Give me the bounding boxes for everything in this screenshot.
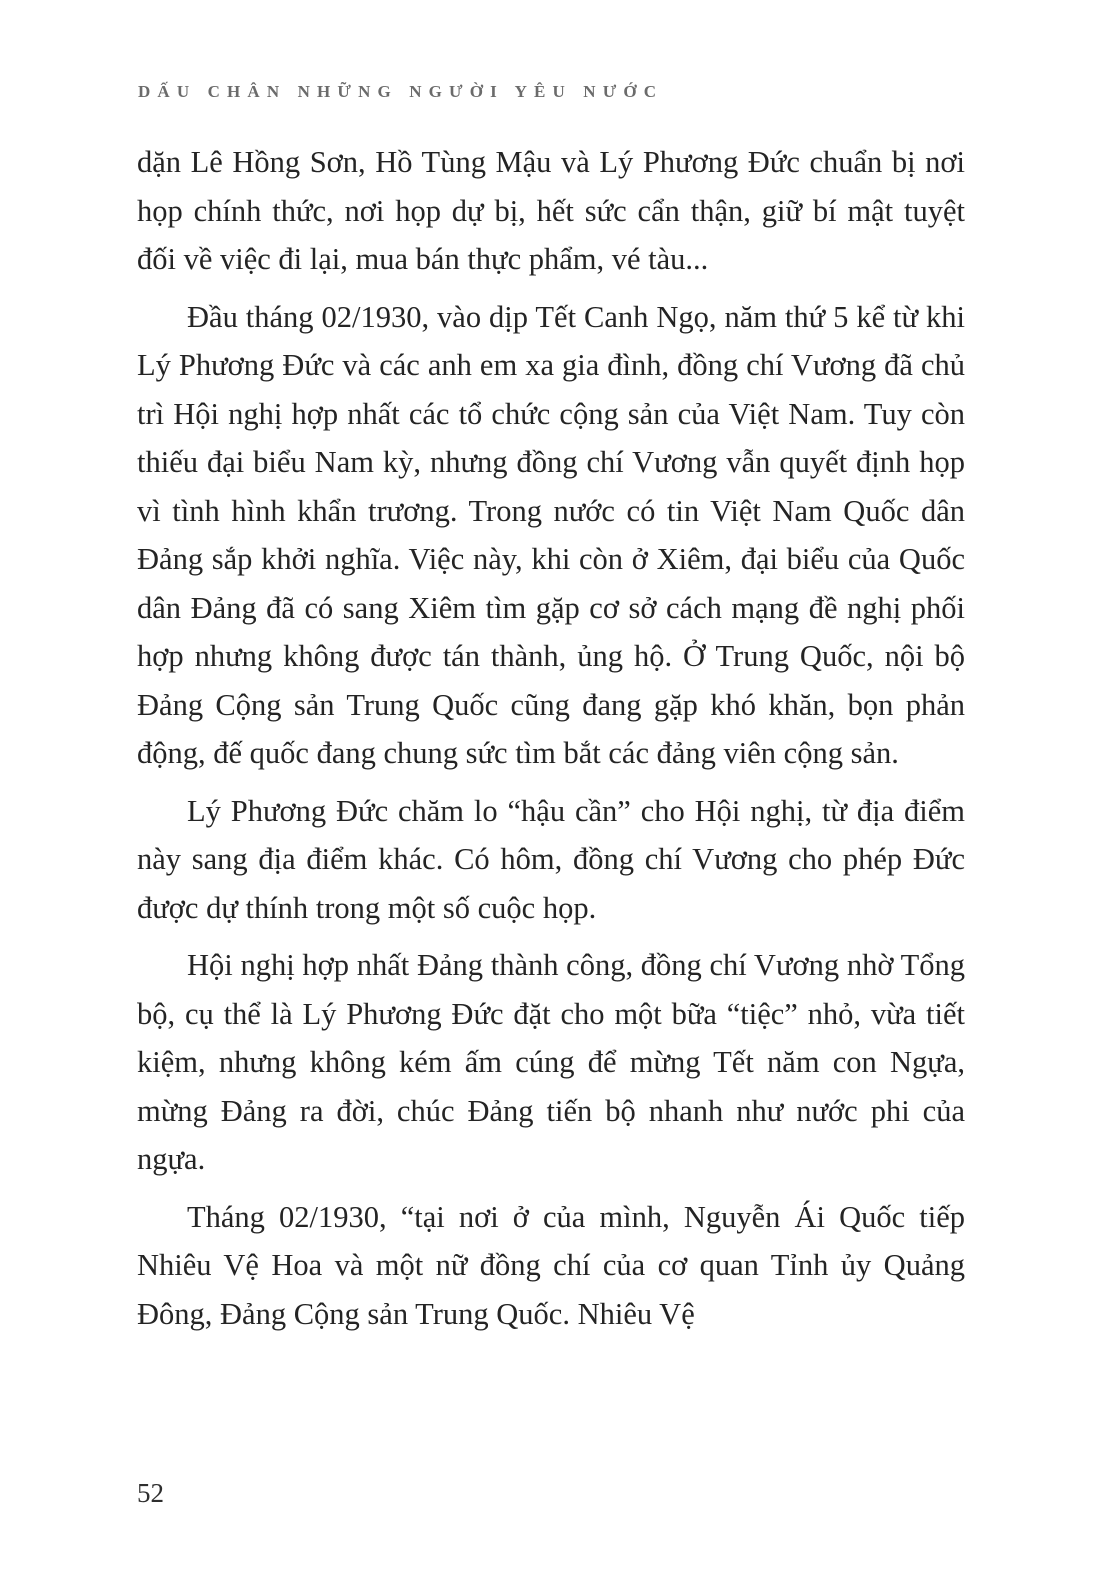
paragraph: Tháng 02/1930, “tại nơi ở của mình, Nguyễn Ái Quốc tiếp Nhiêu Vệ Hoa và một nữ đồng chí của cơ quan Tỉnh ủy Quảng Đông, Đảng Cộng sản Trung Quốc. Nhiêu Vệ: [137, 1199, 965, 1331]
running-header: DẤU CHÂN NHỮNG NGƯỜI YÊU NƯỚC: [138, 82, 664, 101]
paragraph-continuation: dặn Lê Hồng Sơn, Hồ Tùng Mậu và Lý Phương Đức chuẩn bị nơi họp chính thức, nơi họp dự bị, hết sức cẩn thận, giữ bí mật tuyệt đối về việc đi lại, mua bán thực phẩm, vé tàu...: [137, 145, 965, 276]
paragraph: Đầu tháng 02/1930, vào dịp Tết Canh Ngọ, năm thứ 5 kể từ khi Lý Phương Đức và các anh em xa gia đình, đồng chí Vương đã chủ trì Hội nghị hợp nhất các tổ chức cộng sản của Việt Nam. Tuy còn thiếu đại biểu Nam kỳ, nhưng đồng chí Vương vẫn quyết định họp vì tình hình khẩn trương. Trong nước có tin Việt Nam Quốc dân Đảng sắp khởi nghĩa. Việc này, khi còn ở Xiêm, đại biểu của Quốc dân Đảng đã có sang Xiêm tìm gặp cơ sở cách mạng đề nghị phối hợp nhưng không được tán thành, ủng hộ. Ở Trung Quốc, nội bộ Đảng Cộng sản Trung Quốc cũng đang gặp khó khăn, bọn phản động, đế quốc đang chung sức tìm bắt các đảng viên cộng sản.: [137, 299, 965, 770]
paragraph: Hội nghị hợp nhất Đảng thành công, đồng chí Vương nhờ Tổng bộ, cụ thể là Lý Phương Đức đặt cho một bữa “tiệc” nhỏ, vừa tiết kiệm, nhưng không kém ấm cúng để mừng Tết năm con Ngựa, mừng Đảng ra đời, chúc Đảng tiến bộ nhanh như nước phi của ngựa.: [137, 948, 965, 1176]
body-text-block: [137, 138, 965, 1347]
paragraph: Lý Phương Đức chăm lo “hậu cần” cho Hội nghị, từ địa điểm này sang địa điểm khác. Có hôm, đồng chí Vương cho phép Đức được dự thính trong một số cuộc họp.: [137, 793, 965, 925]
page-number: 52: [137, 1478, 164, 1508]
